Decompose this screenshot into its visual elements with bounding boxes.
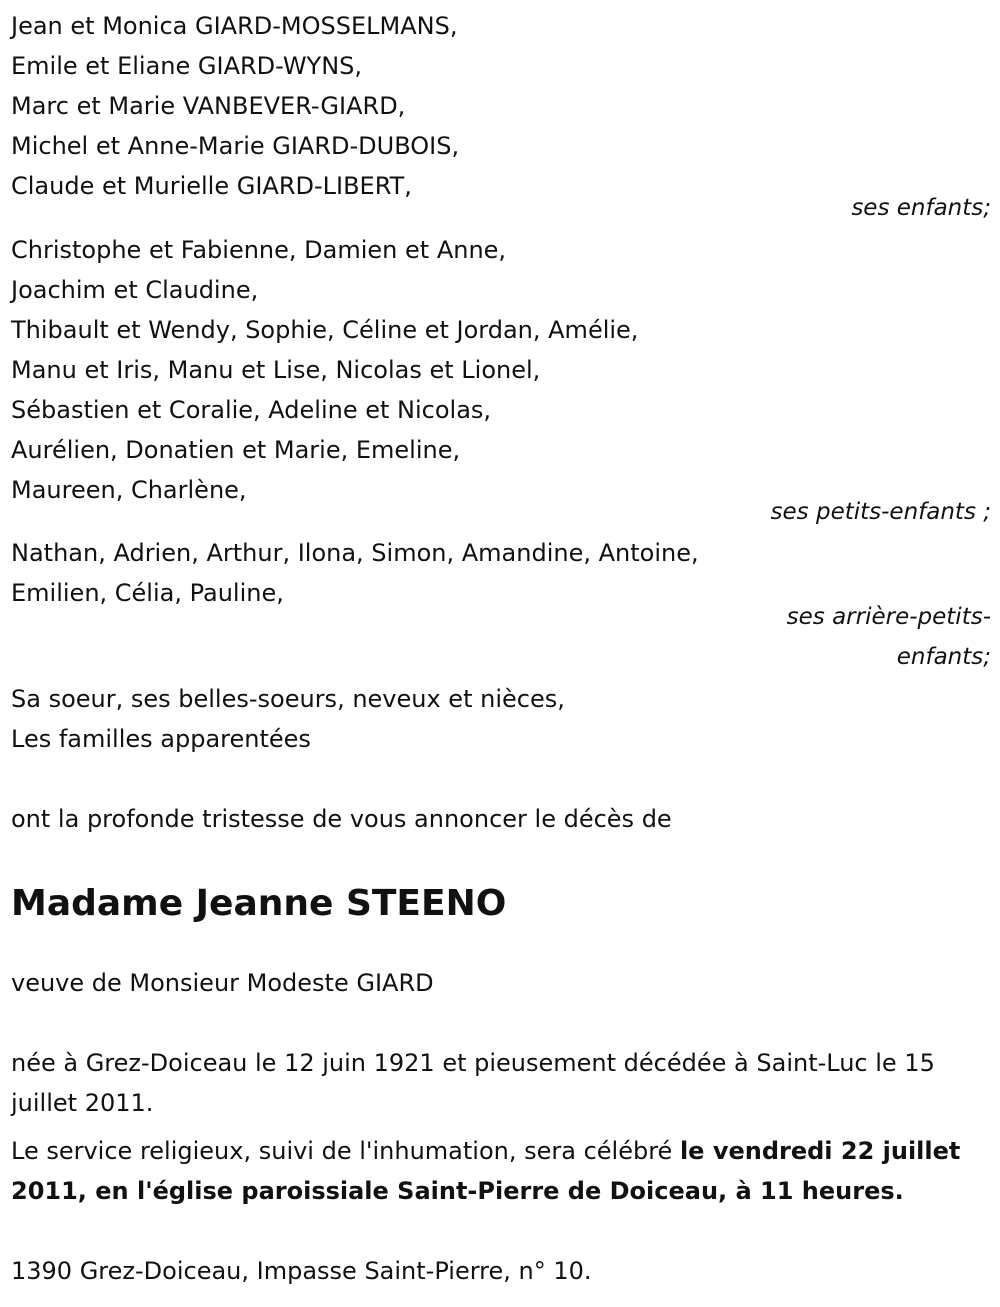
children-line: Jean et Monica GIARD-MOSSELMANS, [11, 12, 458, 40]
family-line: Les familles apparentées [11, 725, 311, 753]
grandchildren-section [11, 230, 991, 532]
children-line: Marc et Marie VANBEVER-GIARD, [11, 92, 406, 120]
grandchildren-line: Sébastien et Coralie, Adeline et Nicolas, [11, 396, 492, 424]
deceased-name: Madame Jeanne STEENO [11, 883, 507, 924]
children-section [11, 6, 991, 228]
family-line: Sa soeur, ses belles-soeurs, neveux et nièces, [11, 685, 565, 713]
children-role: ses enfants; [851, 195, 991, 221]
grandchildren-line: Manu et Iris, Manu et Lise, Nicolas et Lionel, [11, 356, 541, 384]
service-details: le vendredi 22 juillet 2011, en l'église paroissiale Saint-Pierre de Doiceau, à 11 heures. [11, 1137, 961, 1205]
service-intro: Le service religieux, suivi de l'inhumation, sera célébré [11, 1137, 680, 1165]
great-grandchildren-role-line1: ses arrière-petits- [786, 604, 991, 630]
grandchildren-line: Thibault et Wendy, Sophie, Céline et Jordan, Amélie, [11, 316, 639, 344]
address-text: 1390 Grez-Doiceau, Impasse Saint-Pierre, n° 10. [11, 1257, 592, 1285]
grandchildren-line: Joachim et Claudine, [11, 276, 259, 304]
grandchildren-line: Aurélien, Donatien et Marie, Emeline, [11, 436, 461, 464]
grandchildren-line: Maureen, Charlène, [11, 476, 247, 504]
great-grandchildren-line: Emilien, Célia, Pauline, [11, 579, 284, 607]
children-line: Michel et Anne-Marie GIARD-DUBOIS, [11, 132, 460, 160]
service-paragraph [11, 1131, 979, 1211]
family-section [11, 679, 991, 759]
grandchildren-role: ses petits-enfants ; [770, 499, 991, 525]
grandchildren-line: Christophe et Fabienne, Damien et Anne, [11, 236, 507, 264]
children-line: Emile et Eliane GIARD-WYNS, [11, 52, 363, 80]
announcement-text: ont la profonde tristesse de vous annoncer le décès de [11, 805, 672, 833]
great-grandchildren-section [11, 533, 991, 677]
great-grandchildren-line: Nathan, Adrien, Arthur, Ilona, Simon, Amandine, Antoine, [11, 539, 699, 567]
widow-of-text: veuve de Monsieur Modeste GIARD [11, 969, 434, 997]
birth-death-text: née à Grez-Doiceau le 12 juin 1921 et pieusement décédée à Saint-Luc le 15 juillet 2011. [11, 1049, 935, 1117]
obituary-notice [11, 6, 991, 1291]
great-grandchildren-role-line2: enfants; [896, 644, 991, 670]
children-line: Claude et Murielle GIARD-LIBERT, [11, 172, 412, 200]
